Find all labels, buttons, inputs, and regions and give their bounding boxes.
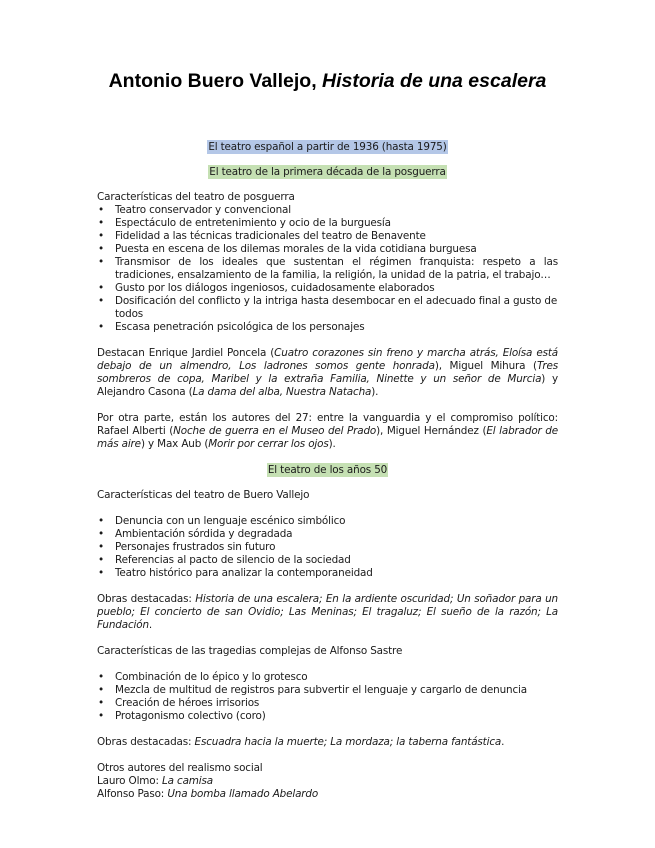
heading-primera-decada-text: El teatro de la primera década de la posguerra — [209, 166, 446, 178]
text-run: ), Miguel Mihura ( — [434, 360, 537, 372]
list-buero — [97, 515, 558, 580]
text-run: ), Miguel Hernández ( — [376, 425, 487, 437]
list-item: • Gusto por los diálogos ingeniosos, cuidadosamente elaborados — [97, 282, 558, 295]
section-posguerra-label: Características del teatro de posguerra — [97, 191, 295, 203]
italic-run: Morir por cerrar los ojos — [208, 438, 329, 450]
list-item: • Espectáculo de entretenimiento y ocio de la burguesía — [97, 217, 558, 230]
italic-run: Cuatro corazones sin freno y marcha atrás, Eloísa está debajo de un almendro, Los ladrones somos gente honrada — [97, 347, 558, 372]
italic-run: Una bomba llamado Abelardo — [167, 788, 319, 800]
heading-primera-decada — [97, 166, 558, 179]
paragraph-obras-buero — [97, 593, 558, 632]
list-item: • Protagonismo colectivo (coro) — [97, 710, 558, 723]
italic-run: La dama del alba, Nuestra Natacha — [192, 386, 372, 398]
paragraph-destacan — [97, 347, 558, 399]
title-author: Antonio Buero Vallejo, — [108, 70, 323, 92]
text-run: Destacan Enrique Jardiel Poncela ( — [97, 347, 275, 359]
text-run: Alfonso Paso: — [97, 788, 168, 800]
heading-teatro-1936 — [97, 141, 558, 154]
list-item: • Puesta en escena de los dilemas morales de la vida cotidiana burguesa — [97, 243, 558, 256]
list-posguerra — [97, 204, 558, 334]
italic-run: Escuadra hacia la muerte; La mordaza; la taberna fantástica — [194, 736, 502, 748]
italic-run: La camisa — [162, 775, 213, 787]
list-item: • Denuncia con un lenguaje escénico simbólico — [97, 515, 558, 528]
text-run: Obras destacadas: — [97, 593, 196, 605]
text-run: ). — [371, 386, 379, 398]
list-item: • Mezcla de multitud de registros para subvertir el lenguaje y cargarlo de denuncia — [97, 684, 558, 697]
heading-teatro-1936-text: El teatro español a partir de 1936 (hasta 1975) — [208, 141, 447, 153]
text-run: ). — [328, 438, 336, 450]
page-title — [0, 70, 655, 93]
section-buero-label: Características del teatro de Buero Vallejo — [97, 489, 310, 501]
text-run: Por otra parte, están los autores del 27: entre la vanguardia y el compromiso político: Rafael Alberti ( — [97, 412, 558, 437]
otros-autor-olmo — [97, 775, 558, 788]
list-item: • Creación de héroes irrisorios — [97, 697, 558, 710]
list-item: • Ambientación sórdida y degradada — [97, 528, 558, 541]
text-run: . — [501, 736, 505, 748]
document-body — [97, 141, 558, 801]
list-item: • Fidelidad a las técnicas tradicionales del teatro de Benavente — [97, 230, 558, 243]
heading-anos-50 — [97, 464, 558, 477]
section-sastre-label: Características de las tragedias complejas de Alfonso Sastre — [97, 645, 403, 657]
list-item: • Dosificación del conflicto y la intriga hasta desembocar en el adecuado final a gusto de todos — [97, 295, 558, 321]
text-run: ) y Max Aub ( — [140, 438, 209, 450]
otros-autores-label: Otros autores del realismo social — [97, 762, 263, 774]
list-item: • Personajes frustrados sin futuro — [97, 541, 558, 554]
italic-run: El labrador de más aire — [97, 425, 558, 450]
list-item: • Teatro histórico para analizar la contemporaneidad — [97, 567, 558, 580]
text-run: ) y Alejandro Casona ( — [97, 373, 558, 398]
list-sastre — [97, 671, 558, 723]
paragraph-obras-sastre — [97, 736, 558, 749]
otros-autor-paso — [97, 788, 558, 801]
list-item: • Escasa penetración psicológica de los personajes — [97, 321, 558, 334]
paragraph-autores-27 — [97, 412, 558, 451]
list-item: • Referencias al pacto de silencio de la sociedad — [97, 554, 558, 567]
title-work: Historia de una escalera — [322, 70, 547, 92]
italic-run: Tres sombreros de copa, Maribel y la extraña Familia, Ninette y un señor de Murcia — [97, 360, 558, 385]
italic-run: Historia de una escalera; En la ardiente oscuridad; Un soñador para un pueblo; El concierto de san Ovidio; Las Meninas; El tragaluz; El sueño de la razón; La Fundación — [97, 593, 558, 631]
text-run: Lauro Olmo: — [97, 775, 162, 787]
text-run: Obras destacadas: — [97, 736, 195, 748]
italic-run: Noche de guerra en el Museo del Prado — [173, 425, 377, 437]
heading-anos-50-text: El teatro de los años 50 — [267, 464, 388, 476]
list-item: • Teatro conservador y convencional — [97, 204, 558, 217]
list-item: • Combinación de lo épico y lo grotesco — [97, 671, 558, 684]
list-item: • Transmisor de los ideales que sustentan el régimen franquista: respeto a las tradiciones, ensalzamiento de la familia, la religión, la unidad de la patria, el trabajo… — [97, 256, 558, 282]
text-run: . — [148, 619, 153, 631]
